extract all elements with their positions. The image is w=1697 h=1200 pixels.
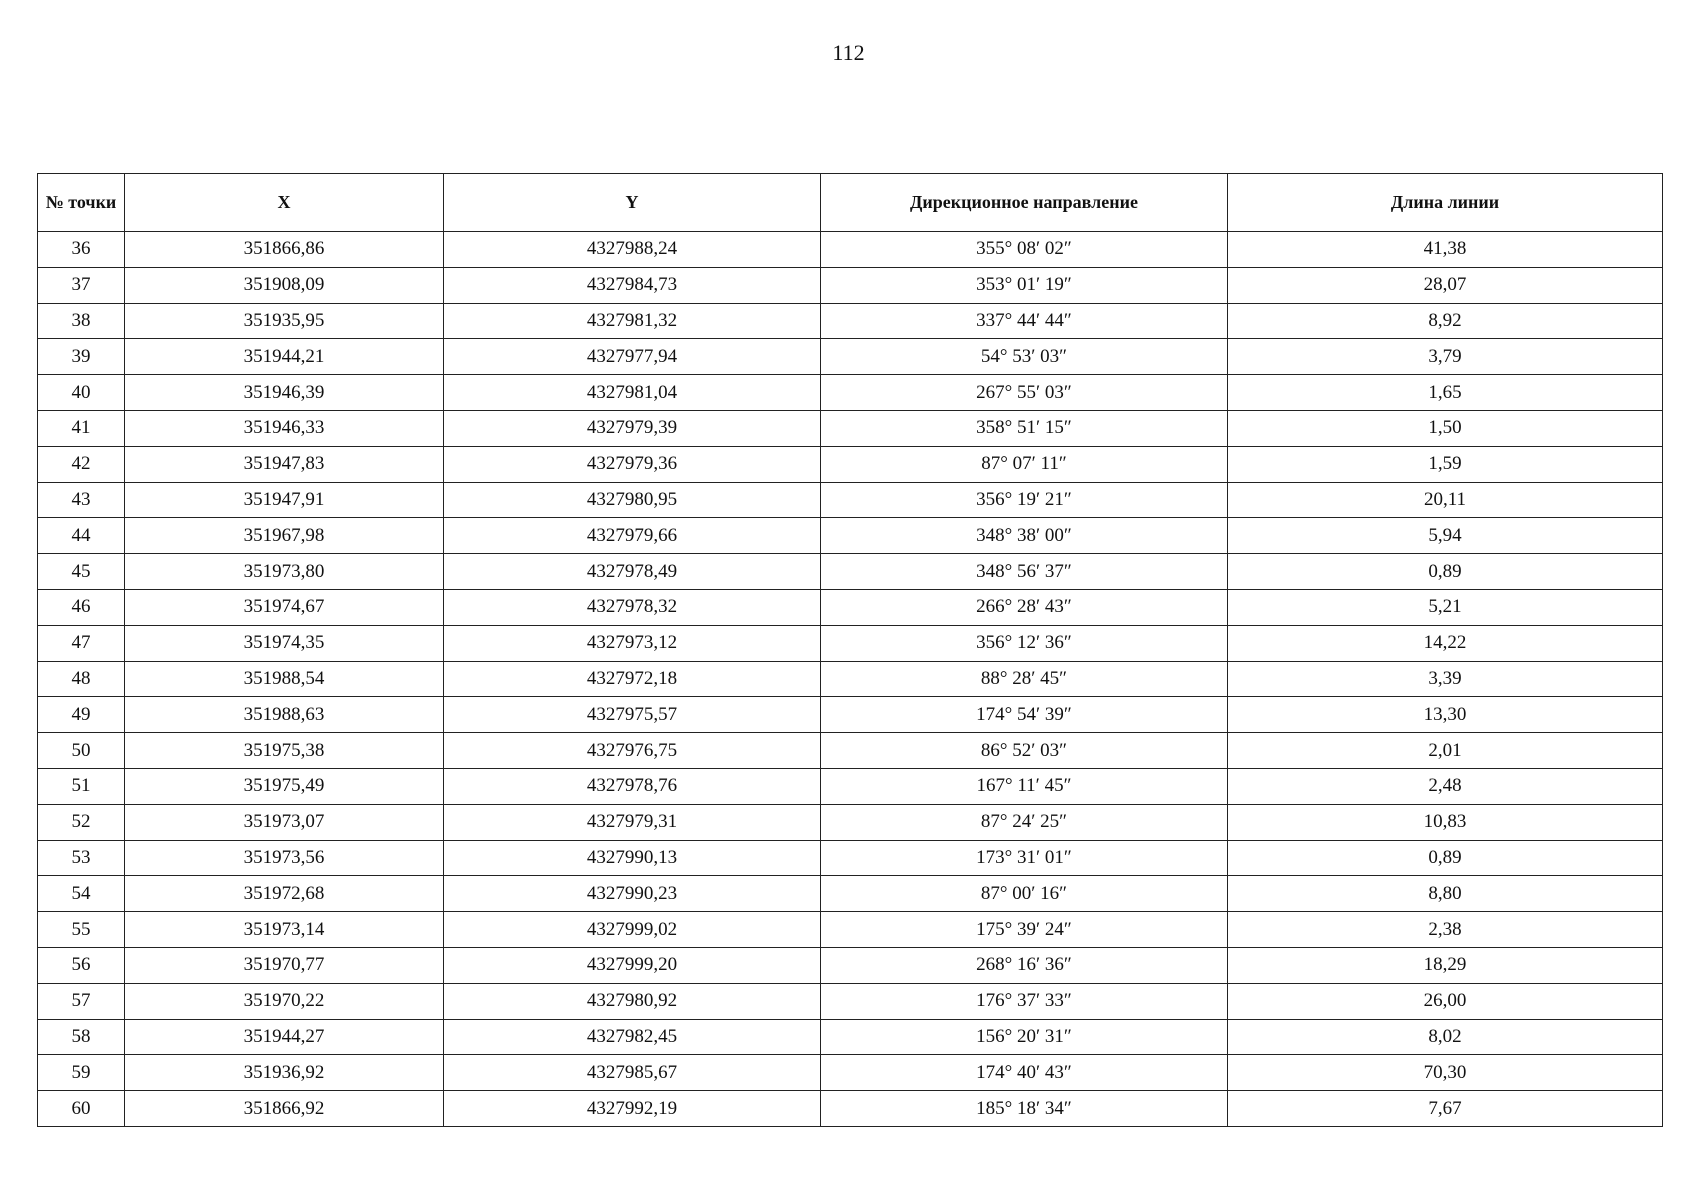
table-row: [38, 267, 1663, 303]
x-cell: 351908,09: [125, 267, 444, 303]
table-row: [38, 625, 1663, 661]
line-length-cell: 41,38: [1228, 232, 1663, 268]
x-cell: 351947,83: [125, 446, 444, 482]
y-cell: 4327990,13: [444, 840, 821, 876]
table-row: [38, 983, 1663, 1019]
point-number-cell: 53: [38, 840, 125, 876]
x-cell: 351946,39: [125, 375, 444, 411]
point-number-cell: 59: [38, 1055, 125, 1091]
table-row: [38, 876, 1663, 912]
point-number-cell: 39: [38, 339, 125, 375]
direction-cell: 356° 19′ 21″: [821, 482, 1228, 518]
y-cell: 4327990,23: [444, 876, 821, 912]
table-row: [38, 661, 1663, 697]
line-length-cell: 1,59: [1228, 446, 1663, 482]
direction-cell: 173° 31′ 01″: [821, 840, 1228, 876]
table-row: [38, 733, 1663, 769]
direction-cell: 54° 53′ 03″: [821, 339, 1228, 375]
x-cell: 351866,86: [125, 232, 444, 268]
direction-cell: 185° 18′ 34″: [821, 1091, 1228, 1127]
line-length-cell: 18,29: [1228, 947, 1663, 983]
table-row: [38, 912, 1663, 948]
header-line-length: Длина линии: [1228, 174, 1663, 232]
line-length-cell: 3,39: [1228, 661, 1663, 697]
line-length-cell: 5,94: [1228, 518, 1663, 554]
point-number-cell: 48: [38, 661, 125, 697]
y-cell: 4327980,95: [444, 482, 821, 518]
direction-cell: 86° 52′ 03″: [821, 733, 1228, 769]
table-row: [38, 1019, 1663, 1055]
direction-cell: 348° 56′ 37″: [821, 554, 1228, 590]
x-cell: 351973,07: [125, 804, 444, 840]
table-row: [38, 768, 1663, 804]
line-length-cell: 70,30: [1228, 1055, 1663, 1091]
point-number-cell: 36: [38, 232, 125, 268]
point-number-cell: 41: [38, 410, 125, 446]
line-length-cell: 2,01: [1228, 733, 1663, 769]
direction-cell: 353° 01′ 19″: [821, 267, 1228, 303]
table-row: [38, 947, 1663, 983]
direction-cell: 87° 00′ 16″: [821, 876, 1228, 912]
table-row: [38, 697, 1663, 733]
x-cell: 351973,80: [125, 554, 444, 590]
y-cell: 4327979,31: [444, 804, 821, 840]
x-cell: 351988,63: [125, 697, 444, 733]
point-number-cell: 47: [38, 625, 125, 661]
header-row: [38, 174, 1663, 232]
direction-cell: 268° 16′ 36″: [821, 947, 1228, 983]
x-cell: 351967,98: [125, 518, 444, 554]
line-length-cell: 14,22: [1228, 625, 1663, 661]
x-cell: 351936,92: [125, 1055, 444, 1091]
point-number-cell: 56: [38, 947, 125, 983]
x-cell: 351970,77: [125, 947, 444, 983]
line-length-cell: 7,67: [1228, 1091, 1663, 1127]
line-length-cell: 8,02: [1228, 1019, 1663, 1055]
point-number-cell: 55: [38, 912, 125, 948]
direction-cell: 174° 54′ 39″: [821, 697, 1228, 733]
y-cell: 4327977,94: [444, 339, 821, 375]
x-cell: 351944,21: [125, 339, 444, 375]
table-row: [38, 1055, 1663, 1091]
point-number-cell: 52: [38, 804, 125, 840]
table-row: [38, 518, 1663, 554]
point-number-cell: 54: [38, 876, 125, 912]
x-cell: 351973,14: [125, 912, 444, 948]
header-y: Y: [444, 174, 821, 232]
line-length-cell: 20,11: [1228, 482, 1663, 518]
point-number-cell: 42: [38, 446, 125, 482]
y-cell: 4327976,75: [444, 733, 821, 769]
line-length-cell: 26,00: [1228, 983, 1663, 1019]
y-cell: 4327999,20: [444, 947, 821, 983]
y-cell: 4327973,12: [444, 625, 821, 661]
line-length-cell: 0,89: [1228, 840, 1663, 876]
y-cell: 4327978,49: [444, 554, 821, 590]
table-row: [38, 482, 1663, 518]
direction-cell: 87° 07′ 11″: [821, 446, 1228, 482]
direction-cell: 156° 20′ 31″: [821, 1019, 1228, 1055]
x-cell: 351988,54: [125, 661, 444, 697]
table-row: [38, 1091, 1663, 1127]
line-length-cell: 28,07: [1228, 267, 1663, 303]
direction-cell: 358° 51′ 15″: [821, 410, 1228, 446]
table-row: [38, 446, 1663, 482]
point-number-cell: 40: [38, 375, 125, 411]
y-cell: 4327978,32: [444, 589, 821, 625]
line-length-cell: 2,38: [1228, 912, 1663, 948]
point-number-cell: 38: [38, 303, 125, 339]
y-cell: 4327972,18: [444, 661, 821, 697]
point-number-cell: 50: [38, 733, 125, 769]
line-length-cell: 3,79: [1228, 339, 1663, 375]
y-cell: 4327999,02: [444, 912, 821, 948]
point-number-cell: 60: [38, 1091, 125, 1127]
x-cell: 351973,56: [125, 840, 444, 876]
y-cell: 4327984,73: [444, 267, 821, 303]
point-number-cell: 45: [38, 554, 125, 590]
direction-cell: 88° 28′ 45″: [821, 661, 1228, 697]
direction-cell: 87° 24′ 25″: [821, 804, 1228, 840]
y-cell: 4327980,92: [444, 983, 821, 1019]
header-x: X: [125, 174, 444, 232]
x-cell: 351975,38: [125, 733, 444, 769]
x-cell: 351972,68: [125, 876, 444, 912]
coordinates-table: [37, 173, 1663, 1127]
line-length-cell: 1,65: [1228, 375, 1663, 411]
point-number-cell: 43: [38, 482, 125, 518]
direction-cell: 267° 55′ 03″: [821, 375, 1228, 411]
x-cell: 351974,35: [125, 625, 444, 661]
y-cell: 4327992,19: [444, 1091, 821, 1127]
table-row: [38, 554, 1663, 590]
direction-cell: 167° 11′ 45″: [821, 768, 1228, 804]
point-number-cell: 46: [38, 589, 125, 625]
point-number-cell: 57: [38, 983, 125, 1019]
direction-cell: 266° 28′ 43″: [821, 589, 1228, 625]
y-cell: 4327979,39: [444, 410, 821, 446]
y-cell: 4327981,04: [444, 375, 821, 411]
table-row: [38, 804, 1663, 840]
header-direction: Дирекционное направление: [821, 174, 1228, 232]
line-length-cell: 2,48: [1228, 768, 1663, 804]
point-number-cell: 51: [38, 768, 125, 804]
x-cell: 351944,27: [125, 1019, 444, 1055]
table-row: [38, 303, 1663, 339]
direction-cell: 176° 37′ 33″: [821, 983, 1228, 1019]
point-number-cell: 44: [38, 518, 125, 554]
y-cell: 4327978,76: [444, 768, 821, 804]
table-row: [38, 339, 1663, 375]
point-number-cell: 37: [38, 267, 125, 303]
header-point-number: № точки: [38, 174, 125, 232]
line-length-cell: 8,80: [1228, 876, 1663, 912]
y-cell: 4327982,45: [444, 1019, 821, 1055]
table-row: [38, 589, 1663, 625]
line-length-cell: 5,21: [1228, 589, 1663, 625]
direction-cell: 356° 12′ 36″: [821, 625, 1228, 661]
table-row: [38, 232, 1663, 268]
point-number-cell: 49: [38, 697, 125, 733]
direction-cell: 355° 08′ 02″: [821, 232, 1228, 268]
line-length-cell: 13,30: [1228, 697, 1663, 733]
table-row: [38, 410, 1663, 446]
x-cell: 351970,22: [125, 983, 444, 1019]
y-cell: 4327975,57: [444, 697, 821, 733]
page-number: 112: [832, 40, 865, 65]
y-cell: 4327981,32: [444, 303, 821, 339]
table-row: [38, 375, 1663, 411]
table-row: [38, 840, 1663, 876]
point-number-cell: 58: [38, 1019, 125, 1055]
x-cell: 351974,67: [125, 589, 444, 625]
direction-cell: 337° 44′ 44″: [821, 303, 1228, 339]
direction-cell: 348° 38′ 00″: [821, 518, 1228, 554]
x-cell: 351866,92: [125, 1091, 444, 1127]
line-length-cell: 1,50: [1228, 410, 1663, 446]
line-length-cell: 8,92: [1228, 303, 1663, 339]
y-cell: 4327985,67: [444, 1055, 821, 1091]
y-cell: 4327988,24: [444, 232, 821, 268]
x-cell: 351947,91: [125, 482, 444, 518]
y-cell: 4327979,66: [444, 518, 821, 554]
direction-cell: 175° 39′ 24″: [821, 912, 1228, 948]
direction-cell: 174° 40′ 43″: [821, 1055, 1228, 1091]
line-length-cell: 10,83: [1228, 804, 1663, 840]
x-cell: 351935,95: [125, 303, 444, 339]
x-cell: 351975,49: [125, 768, 444, 804]
y-cell: 4327979,36: [444, 446, 821, 482]
x-cell: 351946,33: [125, 410, 444, 446]
line-length-cell: 0,89: [1228, 554, 1663, 590]
